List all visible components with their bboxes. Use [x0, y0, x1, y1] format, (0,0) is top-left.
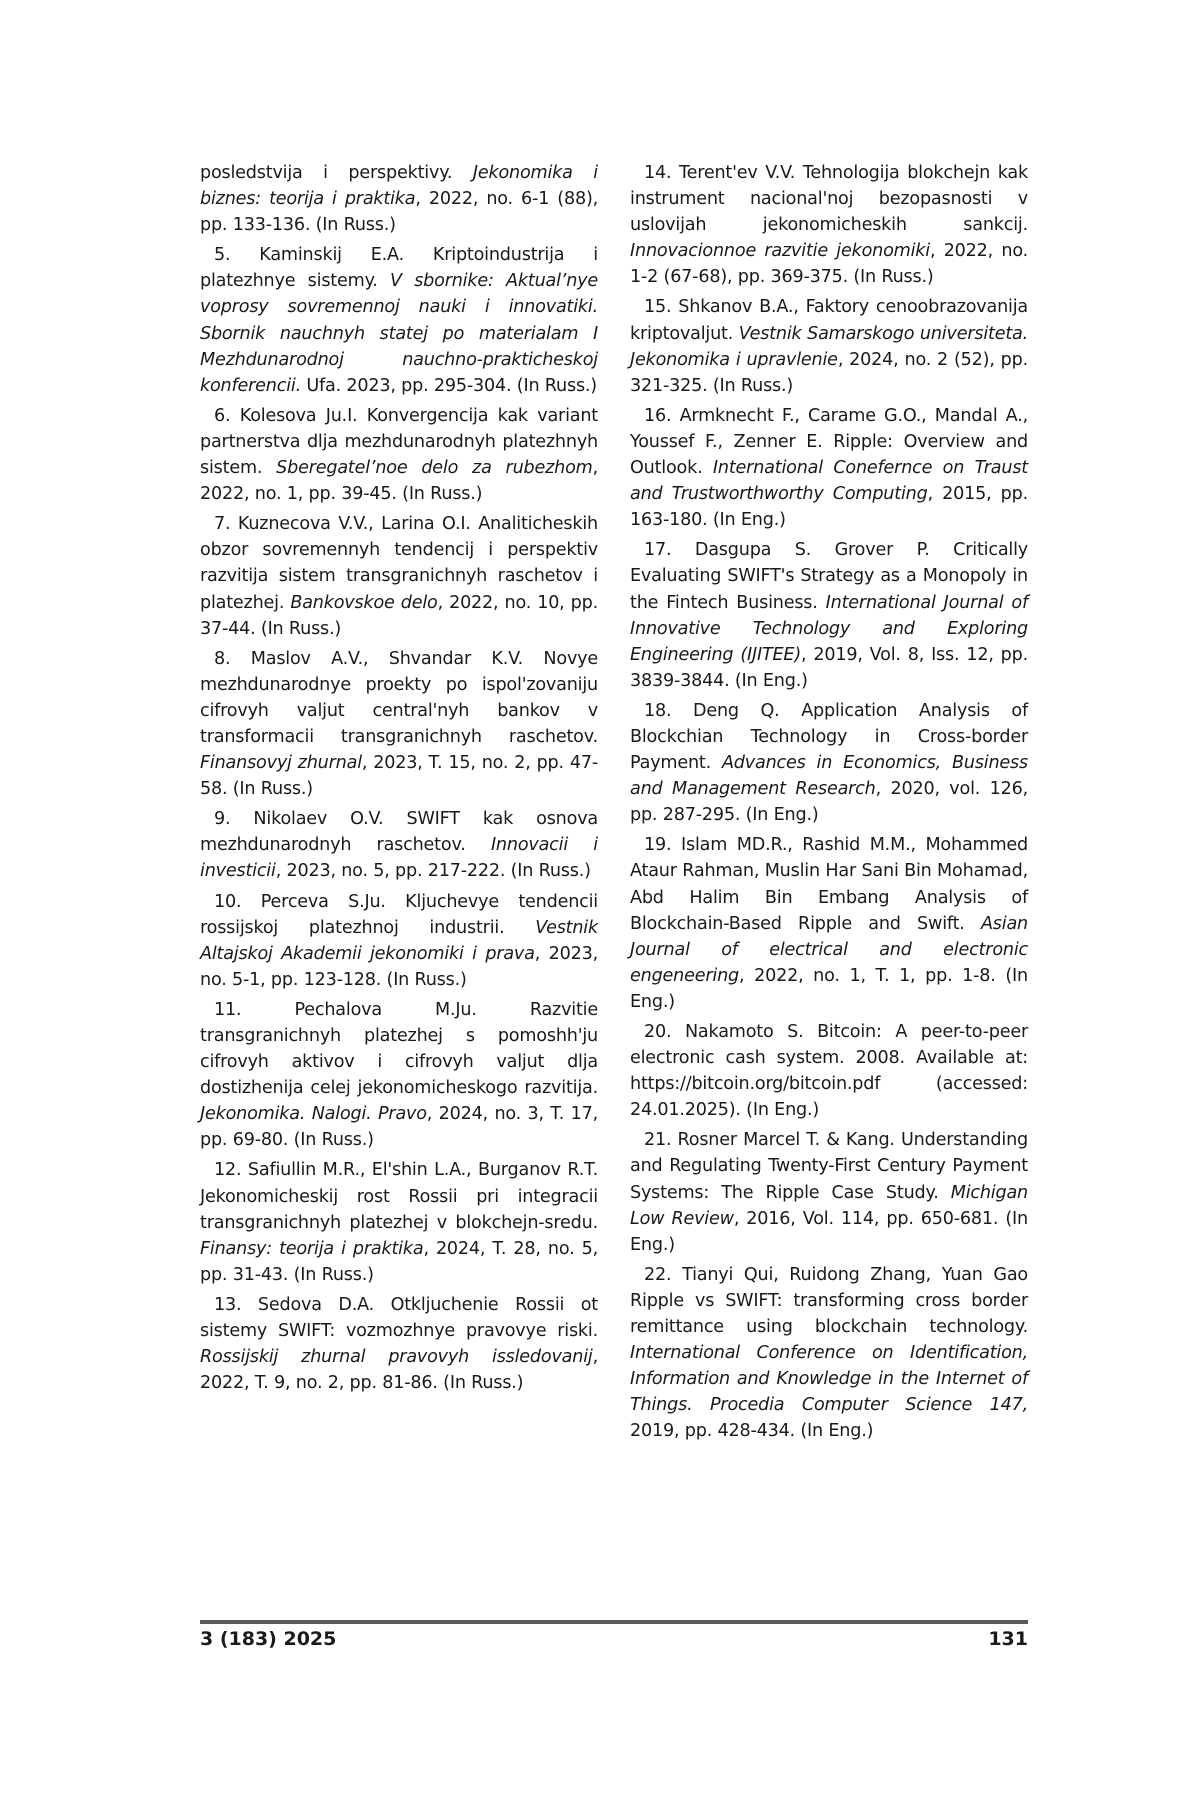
reference-item: 19. Islam MD.R., Rashid M.M., Mohammed Ataur Rahman, Muslin Har Sani Bin Mohamad, Abd Halim Bin Embang Analysis of Blockchain-Based Ripple and Swift. Asian Journal of electrical and electronic engeneering, 2022, no. 1, T. 1, pp. 1-8. (In Eng.) — [630, 835, 1028, 1012]
reference-item: 13. Sedova D.A. Otkljuchenie Rossii ot sistemy SWIFT: vozmozhnye pravovye riski. Rossijskij zhurnal pravovyh issledovanij, 2022, T. 9, no. 2, pp. 81-86. (In Russ.) — [200, 1294, 598, 1394]
references-column-left — [200, 160, 598, 1400]
reference-item: 10. Perceva S.Ju. Kljuchevye tendencii rossijskoj platezhnoj industrii. Vestnik Altajskoj Akademii jekonomiki i prava, 2023, no. 5-1, pp. 123-128. (In Russ.) — [200, 891, 598, 990]
reference-item: 8. Maslov A.V., Shvandar K.V. Novye mezhdunarodnye proekty po ispol'zovaniju cifrovyh valjut central'nyh bankov v transformacii transgranichnyh raschetov. Finansovyj zhurnal, 2023, T. 15, no. 2, pp. 47-58. (In Russ.) — [200, 648, 599, 800]
reference-item: 6. Kolesova Ju.I. Konvergencija kak variant partnerstva dlja mezhdunarodnyh platezhnyh sistem. Sberegatel’noe delo za rubezhom, 2022, no. 1, pp. 39-45. (In Russ.) — [200, 405, 599, 505]
reference-item: 14. Terent'ev V.V. Tehnologija blokchejn kak instrument nacional'noj bezopasnosti v uslovijah jekonomicheskih sankcij. Innovacionnoe razvitie jekonomiki, 2022, no. 1-2 (67-68), pp. 369-375. (In Russ.) — [630, 163, 1028, 288]
footer-issue-number: 3 (183) 2025 — [200, 1628, 337, 1650]
reference-item: 20. Nakamoto S. Bitcoin: A peer-to-peer electronic cash system. 2008. Available at: https://bitcoin.org/bitcoin.pdf (accessed: 24.01.2025). (In Eng.) — [630, 1022, 1028, 1121]
reference-item: 12. Safiullin M.R., El'shin L.A., Burganov R.T. Jekonomicheskij rost Rossii pri integracii transgranichnyh platezhej v blokchejn-sredu. Finansy: teorija i praktika, 2024, T. 28, no. 5, pp. 31-43. (In Russ.) — [200, 1160, 598, 1285]
reference-item: 9. Nikolaev O.V. SWIFT kak osnova mezhdunarodnyh raschetov. Innovacii i investicii, 2023, no. 5, pp. 217-222. (In Russ.) — [200, 809, 598, 882]
reference-item: 5. Kaminskij E.A. Kriptoindustrija i platezhnye sistemy. V sbornike: Aktual’nye voprosy sovremennoj nauki i innovatiki. Sbornik nauchnyh statej po materialam I Mezhdunarodnoj nauchno-prakticheskoj konferencii. Ufa. 2023, pp. 295-304. (In Russ.) — [200, 245, 598, 396]
reference-item: posledstvija i perspektivy. Jekonomika i biznes: teorija i praktika, 2022, no. 6-1 (88), pp. 133-136. (In Russ.) — [200, 163, 598, 236]
reference-item: 17. Dasgupa S. Grover P. Critically Evaluating SWIFT's Strategy as a Monopoly in the Fintech Business. International Journal of Innovative Technology and Exploring Engineering (IJITEE), 2019, Vol. 8, Iss. 12, pp. 3839-3844. (In Eng.) — [630, 540, 1028, 691]
references-column-right — [630, 160, 1028, 1449]
footer-divider — [200, 1620, 1028, 1624]
footer-page-number: 131 — [988, 1628, 1028, 1650]
reference-item: 16. Armknecht F., Carame G.O., Mandal A., Youssef F., Zenner E. Ripple: Overview and Outlook. International Conefernce on Traust and Trustworthworthy Computing, 2015, pp. 163-180. (In Eng.) — [630, 405, 1029, 531]
reference-item: 18. Deng Q. Application Analysis of Blockchian Technology in Cross-border Payment. Advances in Economics, Business and Management Research, 2020, vol. 126, pp. 287-295. (In Eng.) — [630, 700, 1028, 826]
reference-item: 22. Tianyi Qui, Ruidong Zhang, Yuan Gao Ripple vs SWIFT: transforming cross border remittance using blockchain technology. International Conference on Identification, Information and Knowledge in the Internet of Things. Procedia Computer Science 147, 2019, pp. 428-434. (In Eng.) — [630, 1264, 1028, 1442]
reference-item: 21. Rosner Marcel T. & Kang. Understanding and Regulating Twenty-First Century Payment Systems: The Ripple Case Study. Michigan Low Review, 2016, Vol. 114, pp. 650-681. (In Eng.) — [630, 1130, 1028, 1255]
reference-item: 7. Kuznecova V.V., Larina O.I. Analiticheskih obzor sovremennyh tendencij i perspektiv razvitija sistem transgranichnyh raschetov i platezhej. Bankovskoe delo, 2022, no. 10, pp. 37-44. (In Russ.) — [200, 514, 598, 639]
reference-item: 15. Shkanov B.A., Faktory cenoobrazovanija kriptovaljut. Vestnik Samarskogo universiteta. Jekonomika i upravlenie, 2024, no. 2 (52), pp. 321-325. (In Russ.) — [630, 297, 1028, 396]
reference-item: 11. Pechalova M.Ju. Razvitie transgranichnyh platezhej s pomoshh'ju cifrovyh aktivov i cifrovyh valjut dlja dostizhenija celej jekonomicheskogo razvitija. Jekonomika. Nalogi. Pravo, 2024, no. 3, T. 17, pp. 69-80. (In Russ.) — [200, 999, 598, 1151]
